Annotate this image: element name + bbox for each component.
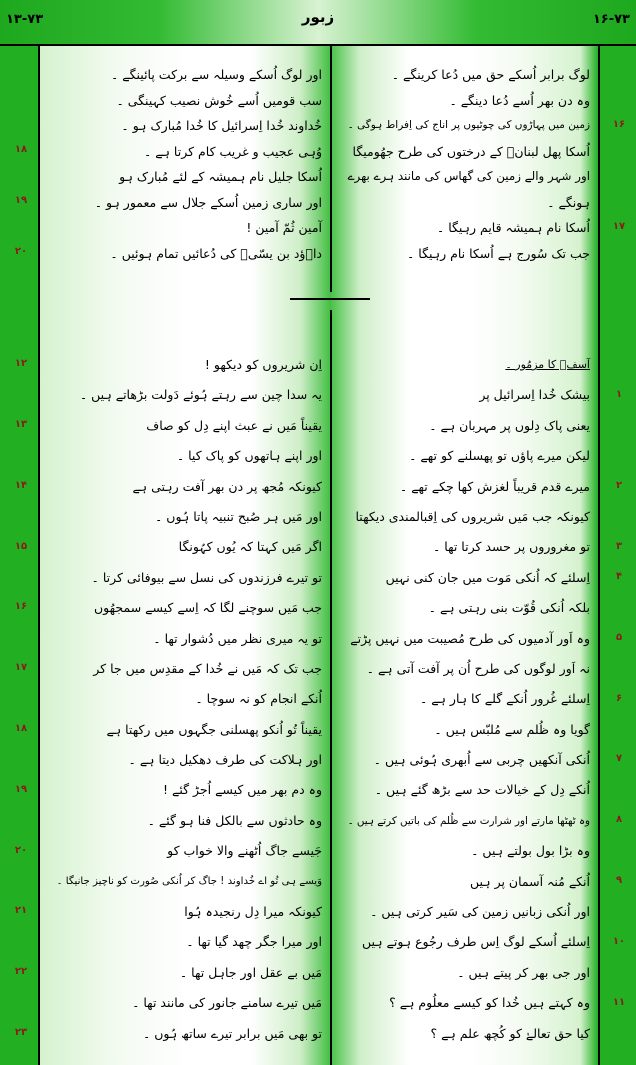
verse-line: اور ہلاکت کی طرف دھکیل دیتا ہے ۔ bbox=[128, 752, 322, 768]
verse-line: نہ اَور لوگوں کی طرح اُن پر آفت آتی ہے ۔ bbox=[366, 660, 590, 676]
section1-right-column bbox=[340, 62, 590, 266]
verse-number: ۱۹ bbox=[14, 195, 28, 207]
verse-line: وہ ٹھٹھا مارتے اور شرارت سے ظُلم کی باتیں کرتے ہیں ۔ bbox=[347, 814, 590, 827]
verse-line: یعنی پاک دِلوں پر مہربان ہے ۔ bbox=[429, 417, 590, 433]
verse-line: اِن شریروں کو دیکھو ! bbox=[204, 357, 322, 372]
section2-left-column bbox=[48, 350, 322, 1049]
verse-line: اور ساری زمین اُسکے جلال سے معمور ہو ۔ bbox=[94, 194, 322, 210]
section1-left-column bbox=[48, 62, 322, 266]
verse-line: اِسلئے کہ اُنکی مَوت میں جان کنی نہیں bbox=[385, 569, 590, 585]
verse-line: ہونگے ۔ bbox=[547, 194, 590, 210]
verse-line: لوگ برابر اُسکے حق میں دُعا کرینگے ۔ bbox=[391, 67, 590, 82]
verse-line: اور میرا جگر چھد گیا تھا ۔ bbox=[186, 934, 322, 950]
center-column-rule-lower bbox=[330, 310, 332, 1065]
verse-line: بلکہ اُنکی قُوّت بنی رہتی ہے ۔ bbox=[428, 600, 590, 616]
verse-line: اُنکی آنکھیں چربی سے اُبھری ہُوئی ہیں ۔ bbox=[373, 752, 590, 768]
right-margin-rule bbox=[598, 44, 600, 1065]
verse-number: ۱۱ bbox=[612, 996, 626, 1008]
verse-line: اگر مَیں کہتا کہ یُوں کہُونگا bbox=[178, 539, 322, 555]
verse-number: ۲۲ bbox=[14, 966, 28, 978]
verse-number: ۱۹ bbox=[14, 783, 28, 795]
verse-line: وہ اَور آدمیوں کی طرح مُصیبت میں نہیں پڑتے bbox=[350, 630, 590, 646]
verse-number: ۴ bbox=[615, 571, 623, 582]
verse-line: وہ دم بھر میں کیسے اُجڑ گئے ! bbox=[163, 782, 322, 798]
verse-line: جب تک سُورج ہے اُسکا نام رہیگا ۔ bbox=[406, 245, 590, 261]
verse-line: آسفؔ کا مزمُور ۔ bbox=[505, 358, 590, 371]
verse-number: ۱۸ bbox=[14, 144, 28, 156]
verse-line: یہ سدا چین سے رہتے ہُوئے دَولت بڑھاتے ہیں ۔ bbox=[79, 387, 322, 403]
verse-number: ۲۳ bbox=[14, 1027, 28, 1038]
verse-number: ۱۷ bbox=[612, 220, 626, 232]
book-title: زبور bbox=[301, 8, 335, 26]
verse-line: جَیسے جاگ اُٹھنے والا خواب کو bbox=[167, 843, 322, 859]
verse-line: اُنکے دِل کے خیالات حد سے بڑھ گئے ہیں ۔ bbox=[374, 782, 590, 798]
verse-line: جب تک کہ مَیں نے خُدا کے مقدِس میں جا کر bbox=[93, 660, 322, 676]
verse-number: ۳ bbox=[615, 540, 623, 552]
verse-line: جب مَیں سوچنے لگا کہ اِسے کیسے سمجھُوں bbox=[94, 600, 322, 616]
verse-line: اور مَیں ہر صُبح تنبیہ پاتا ہُوں ۔ bbox=[155, 508, 322, 524]
verse-line: خُداوند خُدا اِسرائیل کا خُدا مُبارک ہو ۔ bbox=[121, 118, 322, 133]
verse-line: اُسکا پھل لبنانؔ کے درختوں کی طرح جھُومیگا bbox=[352, 143, 590, 159]
verse-number: ۶ bbox=[615, 692, 623, 704]
verse-number: ۱۵ bbox=[14, 540, 28, 552]
verse-line: وہ کہتے ہیں خُدا کو کیسے معلُوم ہے ؟ bbox=[389, 995, 590, 1011]
verse-number: ۱ bbox=[615, 388, 623, 400]
verse-line: یقیناً مَیں نے عبث اپنے دِل کو صاف bbox=[146, 417, 322, 433]
verse-line: تو مغروروں پر حسد کرتا تھا ۔ bbox=[432, 539, 590, 555]
verse-line: زمین میں پہاڑوں کی چوٹیوں پر اناج کی اِفراط ہوگی ۔ bbox=[347, 119, 590, 131]
verse-number: ۱۶ bbox=[14, 601, 28, 613]
verse-line: وُہی عجیب و غریب کام کرتا ہے ۔ bbox=[144, 143, 322, 159]
verse-line: میرے قدم قریباً لغزش کھا چکے تھے ۔ bbox=[399, 478, 590, 494]
verse-line: مَیں بے عقل اور جاہل تھا ۔ bbox=[179, 964, 322, 980]
verse-number: ۲۰ bbox=[14, 246, 28, 258]
verse-line: کیا حق تعالےٰ کو کُچھ علم ہے ؟ bbox=[430, 1025, 590, 1041]
page-header bbox=[0, 0, 636, 46]
verse-line: کیونکہ میرا دِل رنجیدہ ہُوا bbox=[184, 904, 322, 920]
verse-line: اُسکا نام ہمیشہ قایم رہیگا ۔ bbox=[436, 220, 590, 235]
verse-number: ۱۰ bbox=[612, 935, 626, 947]
verse-line: اُسکا جلیل نام ہمیشہ کے لئے مُبارک ہو bbox=[119, 169, 322, 184]
verse-line: اُنکے مُنہ آسمان پر ہیں bbox=[469, 873, 590, 889]
verse-line: تو یہ میری نظر میں دُشوار تھا ۔ bbox=[153, 630, 322, 646]
verse-line: وہ بڑا بول بولتے ہیں ۔ bbox=[471, 843, 590, 859]
section2-right-column bbox=[340, 350, 590, 1049]
verse-line: وہ حادثوں سے بالکل فنا ہو گئے ۔ bbox=[147, 812, 322, 828]
verse-line: آمین ثُمّ آمین ! bbox=[246, 220, 322, 235]
verse-number: ۱۷ bbox=[14, 662, 28, 674]
verse-line: وہ دن بھر اُسے دُعا دینگے ۔ bbox=[449, 92, 590, 108]
verse-line: کیونکہ مُجھ پر دن بھر آفت رہتی ہے bbox=[132, 478, 322, 494]
verse-line: گویا وہ ظُلم سے مُلبّس ہیں ۔ bbox=[434, 721, 590, 737]
verse-line: وَیسے ہی تُو اے خُداوند ! جاگ کر اُنکی صُورت کو ناچیز جانیگا ۔ bbox=[56, 875, 322, 887]
verse-number: ۲ bbox=[615, 479, 623, 491]
verse-line: مَیں تیرے سامنے جانور کی مانند تھا ۔ bbox=[132, 995, 322, 1011]
verse-line: اُنکے انجام کو نہ سوچا ۔ bbox=[195, 691, 322, 707]
verse-line: تو بھی مَیں برابر تیرے ساتھ ہُوں ۔ bbox=[142, 1025, 322, 1041]
verse-number: ۷ bbox=[615, 753, 623, 765]
verse-number: ۱۸ bbox=[14, 723, 28, 734]
left-margin-rule bbox=[38, 44, 40, 1065]
verse-number: ۵ bbox=[615, 631, 623, 643]
section-divider bbox=[290, 298, 370, 300]
verse-line: لیکن میرے پاؤں تو پھسلنے کو تھے ۔ bbox=[409, 448, 590, 464]
verse-line: یقیناً تُو اُنکو پھسلنی جگہوں میں رکھتا ہے bbox=[106, 721, 322, 737]
verse-line: اِسلئے اُسکے لوگ اِس طرف رجُوع ہوتے ہیں bbox=[361, 934, 590, 950]
chapter-range-left: ۱۳-۷۳ bbox=[6, 12, 44, 27]
verse-line: کیونکہ جب مَیں شریروں کی اِقبالمندی دیکھتا bbox=[355, 508, 590, 524]
verse-line: داؔؤد بن یسّیؔ کی دُعائیں تمام ہوئیں ۔ bbox=[110, 245, 322, 261]
verse-number: ۲۰ bbox=[14, 844, 28, 856]
verse-line: اِسلئے غُرور اُنکے گلے کا ہار ہے ۔ bbox=[420, 691, 590, 707]
verse-line: اور اپنے ہاتھوں کو پاک کیا ۔ bbox=[176, 448, 322, 464]
verse-line: سب قومیں اُسے خُوش نصیب کہینگی ۔ bbox=[116, 92, 322, 108]
verse-line: اور شہر والے زمین کی گھاس کی مانند ہرے بھرے bbox=[347, 169, 590, 183]
verse-number: ۱۴ bbox=[14, 479, 28, 491]
verse-number: ۲۱ bbox=[14, 905, 28, 917]
verse-line: بیشک خُدا اِسرائیل پر bbox=[479, 387, 590, 403]
verse-number: ۱۲ bbox=[14, 358, 28, 370]
verse-line: تو تیرے فرزندوں کی نسل سے بیوفائی کرتا ۔ bbox=[91, 569, 322, 585]
verse-number: ۸ bbox=[615, 814, 623, 826]
center-column-rule bbox=[330, 46, 332, 292]
chapter-range-right: ۱۶-۷۳ bbox=[592, 12, 630, 27]
verse-line: اور اُنکی زبانیں زمین کی سَیر کرتی ہیں ۔ bbox=[370, 904, 590, 920]
verse-number: ۱۶ bbox=[612, 118, 626, 130]
verse-line: اور لوگ اُسکے وسیلہ سے برکت پائینگے ۔ bbox=[111, 67, 322, 82]
verse-line: اور جی بھر کر پیتے ہیں ۔ bbox=[457, 964, 590, 980]
verse-number: ۹ bbox=[615, 875, 623, 886]
verse-number: ۱۳ bbox=[14, 419, 28, 430]
